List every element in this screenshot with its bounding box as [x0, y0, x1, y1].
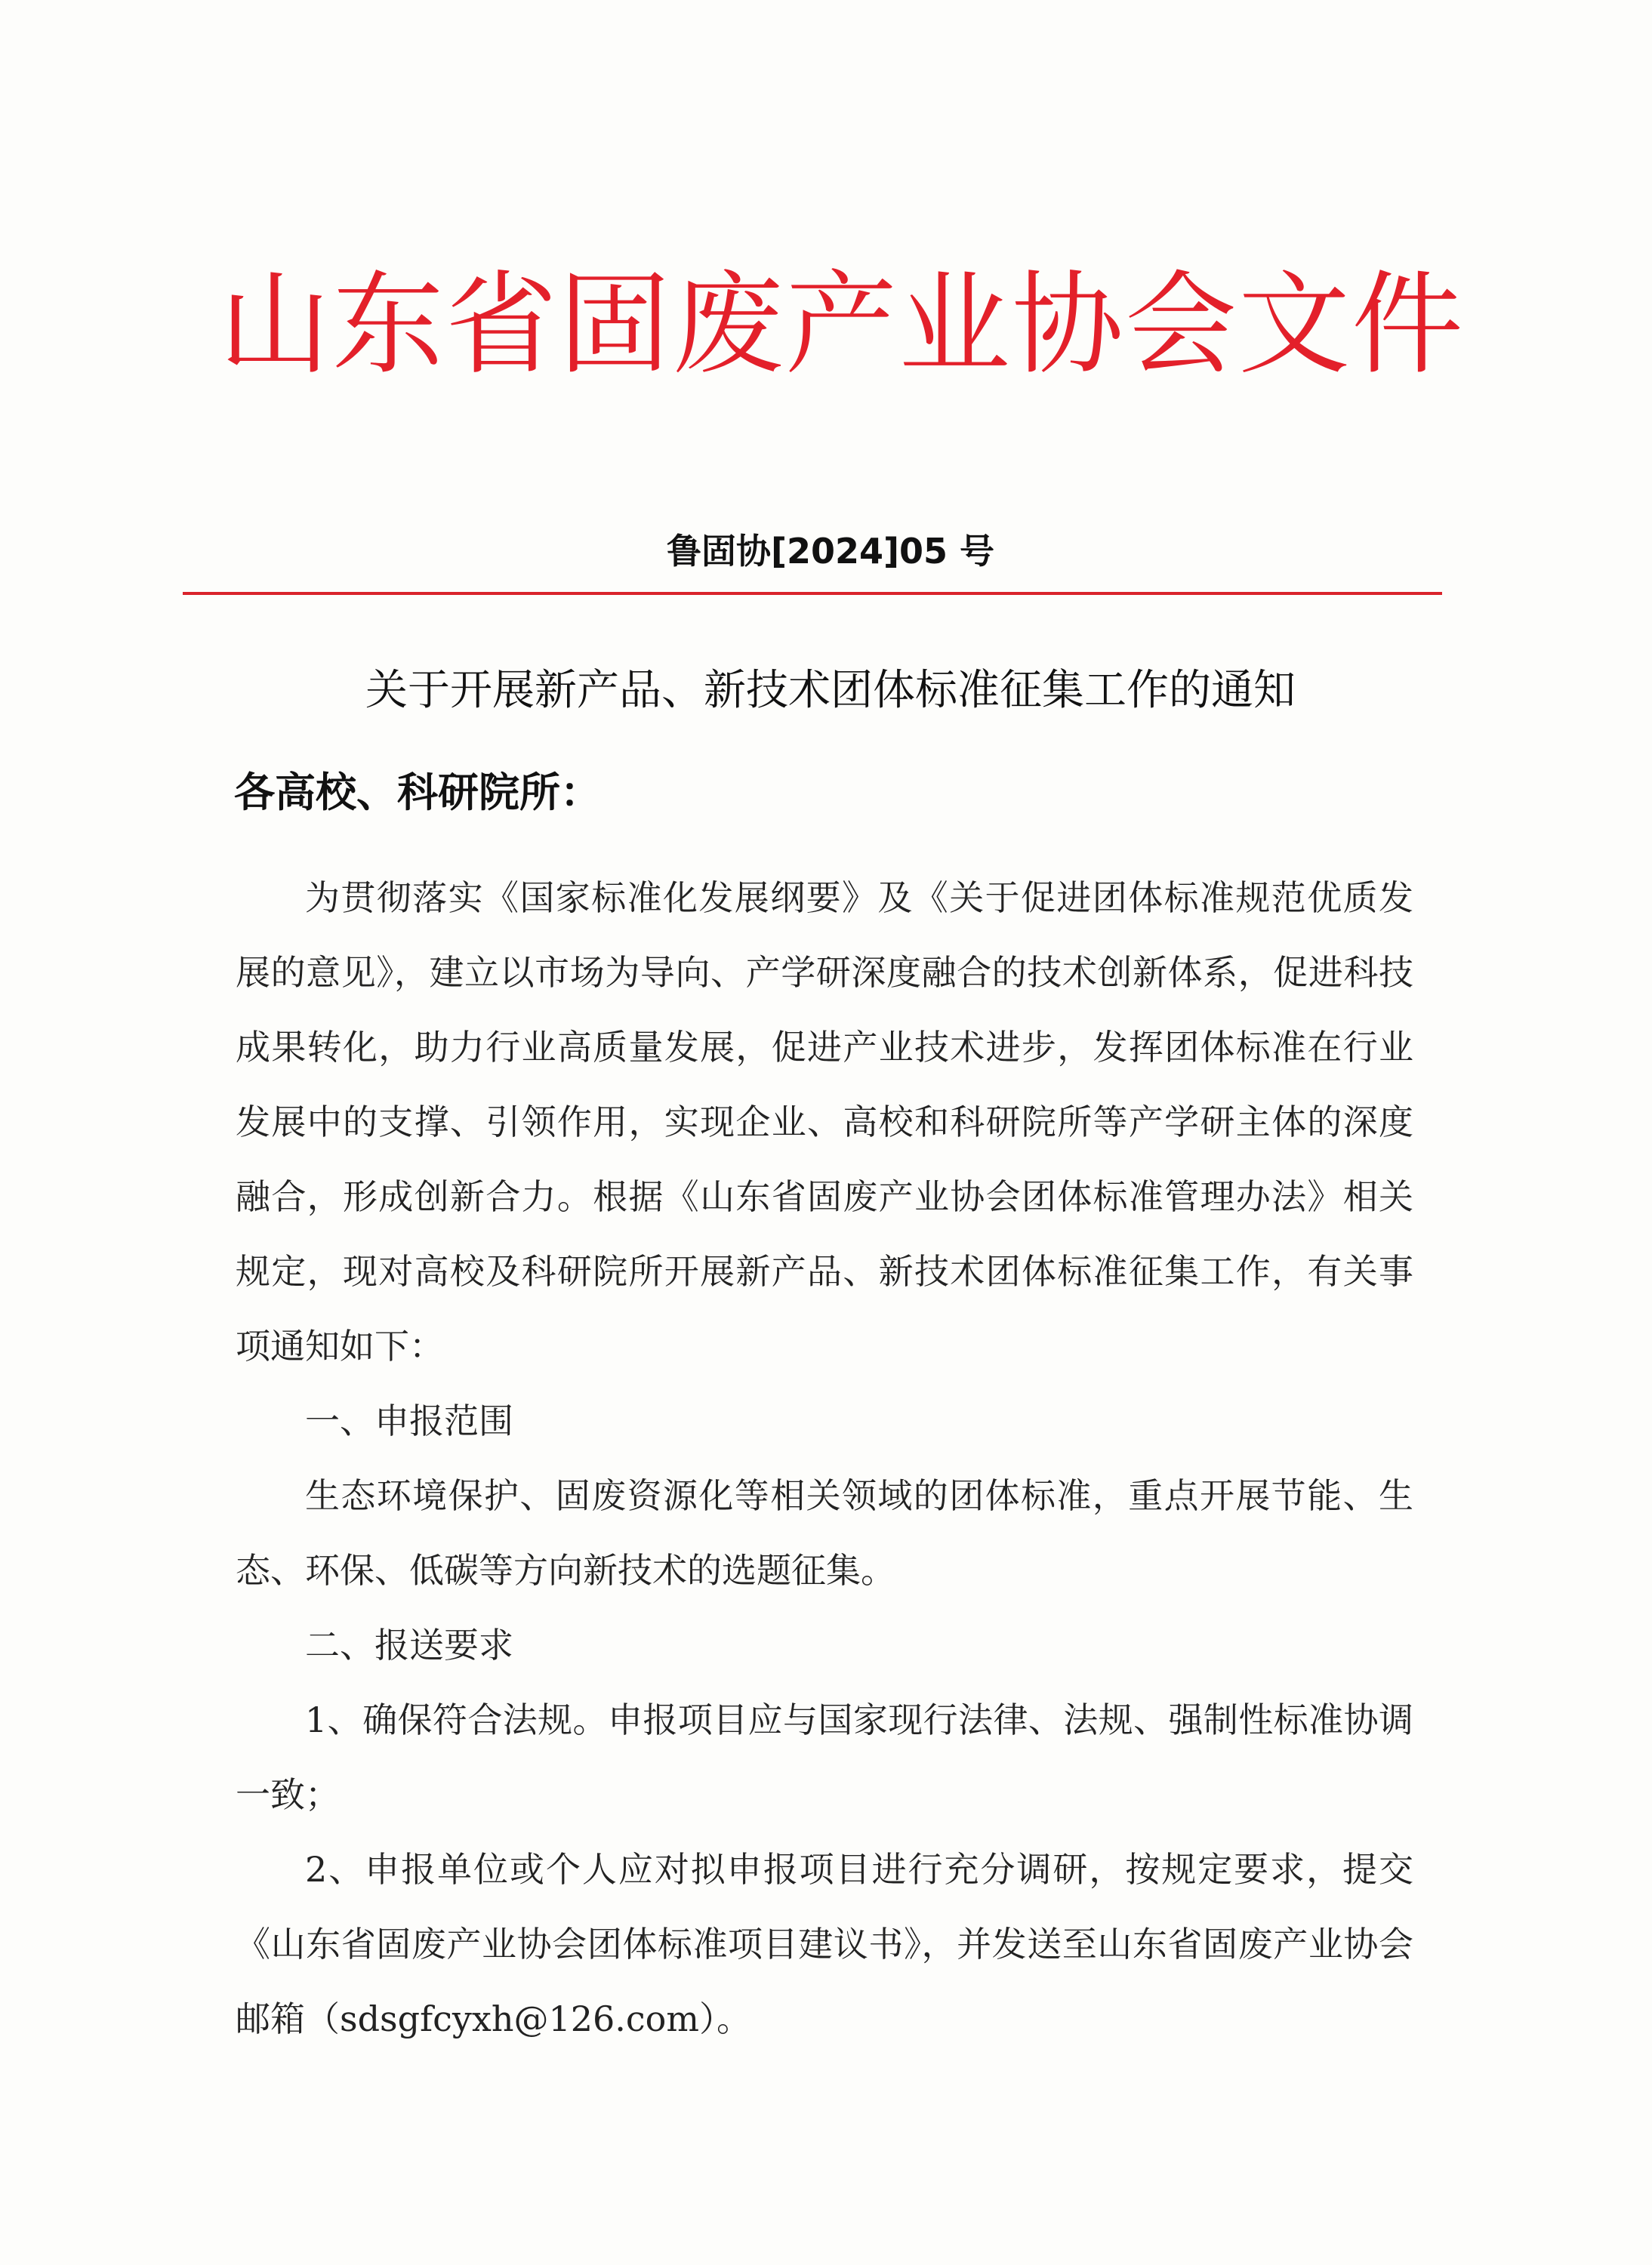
addressee: 各高校、科研院所：	[234, 769, 601, 816]
notice-title: 关于开展新产品、新技术团体标准征集工作的通知	[365, 666, 1296, 715]
paragraph-requirement-1: 1、确保符合法规。申报项目应与国家现行法律、法规、强制性标准协调一致；	[236, 1700, 1413, 1815]
red-divider-line	[183, 592, 1442, 595]
notice-body	[236, 861, 1413, 2057]
paragraph-requirement-2: 2、申报单位或个人应对拟申报项目进行充分调研，按规定要求，提交《山东省固废产业协会团体标准项目建议书》，并发送至山东省固废产业协会邮箱（sdsgfcyxh@126.com）。	[236, 1849, 1413, 2039]
paragraph-intro: 为贯彻落实《国家标准化发展纲要》及《关于促进团体标准规范优质发展的意见》，建立以市场为导向、产学研深度融合的技术创新体系，促进科技成果转化，助力行业高质量发展，促进产业技术进步，发挥团体标准在行业发展中的支撑、引领作用，实现企业、高校和科研院所等产学研主体的深度融合，形成创新合力。根据《山东省固废产业协会团体标准管理办法》相关规定，现对高校及科研院所开展新产品、新技术团体标准征集工作，有关事项通知如下：	[236, 877, 1413, 1367]
masthead-title: 山东省固废产业协会文件	[219, 260, 1465, 390]
section-heading-requirements: 二、报送要求	[305, 1625, 513, 1666]
section-heading-scope: 一、申报范围	[305, 1401, 513, 1441]
paragraph-scope: 生态环境保护、固废资源化等相关领域的团体标准，重点开展节能、生态、环保、低碳等方向新技术的选题征集。	[236, 1475, 1413, 1591]
document-number: 鲁固协[2024]05 号	[666, 531, 995, 572]
